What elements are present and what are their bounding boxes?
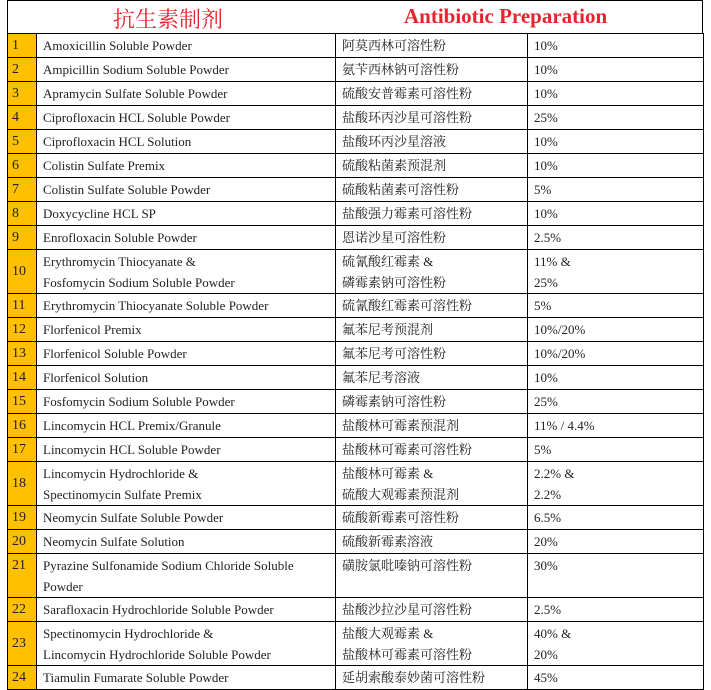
antibiotic-table	[7, 33, 704, 690]
row-number	[8, 202, 37, 226]
concentration-text: 10%	[534, 370, 558, 385]
product-name-en	[37, 366, 336, 390]
product-name-en-text-line2: Spectinomycin Sulfate Premix	[43, 486, 202, 502]
product-name-en	[37, 202, 336, 226]
product-name-cn	[336, 598, 528, 622]
product-name-cn-text-line2: 磷霉素钠可溶性粉	[342, 274, 447, 290]
concentration-text: 10%	[534, 86, 558, 101]
row-number-text: 17	[12, 442, 26, 457]
row-number-text: 14	[12, 370, 26, 385]
concentration	[528, 666, 704, 690]
row-number	[8, 250, 37, 294]
product-name-en-text: Lincomycin HCL Soluble Powder	[43, 442, 221, 457]
concentration-text: 2.2% &	[534, 465, 575, 481]
table-row	[8, 294, 704, 318]
product-name-cn	[336, 294, 528, 318]
product-name-en-text: Amoxicillin Soluble Powder	[43, 38, 192, 53]
concentration-text-line2: 2.2%	[534, 486, 562, 502]
product-name-cn	[336, 106, 528, 130]
product-name-cn-text: 硫氰酸红霉素 &	[342, 253, 434, 269]
row-number-text: 23	[12, 636, 26, 651]
concentration	[528, 154, 704, 178]
row-number	[8, 318, 37, 342]
row-number-text: 20	[12, 534, 26, 549]
product-name-cn	[336, 666, 528, 690]
concentration-text: 10%	[534, 158, 558, 173]
product-name-cn	[336, 438, 528, 462]
product-name-cn-text: 氟苯尼考溶液	[342, 370, 421, 385]
product-name-cn	[336, 622, 528, 666]
table-row	[8, 462, 704, 506]
row-number	[8, 226, 37, 250]
row-number	[8, 58, 37, 82]
product-name-cn-text: 硫酸安普霉素可溶性粉	[342, 86, 473, 101]
product-name-cn-text: 盐酸林可霉素预混剂	[342, 418, 460, 433]
row-number	[8, 34, 37, 58]
concentration-text: 11% / 4.4%	[534, 418, 595, 433]
row-number-text: 22	[12, 602, 26, 617]
concentration	[528, 58, 704, 82]
concentration	[528, 366, 704, 390]
product-name-en	[37, 178, 336, 202]
concentration	[528, 438, 704, 462]
row-number	[8, 178, 37, 202]
product-name-cn-text: 盐酸林可霉素可溶性粉	[342, 442, 473, 457]
concentration-text: 25%	[534, 110, 558, 125]
table-row	[8, 34, 704, 58]
concentration	[528, 506, 704, 530]
row-number-text: 13	[12, 346, 26, 361]
product-name-en	[37, 390, 336, 414]
product-name-cn-text: 硫酸新霉素可溶性粉	[342, 510, 460, 525]
row-number	[8, 342, 37, 366]
concentration-text: 20%	[534, 534, 558, 549]
product-name-en-text: Pyrazine Sulfonamide Sodium Chloride Soluble	[43, 558, 294, 573]
product-name-cn-text: 磷霉素钠可溶性粉	[342, 394, 447, 409]
table-row	[8, 202, 704, 226]
product-name-cn-text-line2: 硫酸大观霉素预混剂	[342, 486, 460, 502]
concentration	[528, 530, 704, 554]
product-name-cn-text: 氟苯尼考可溶性粉	[342, 346, 447, 361]
product-name-en	[37, 82, 336, 106]
row-number-text: 9	[12, 230, 19, 245]
product-name-cn-text: 盐酸沙拉沙星可溶性粉	[342, 602, 473, 617]
concentration-text: 30%	[534, 558, 558, 573]
row-number	[8, 82, 37, 106]
row-number	[8, 666, 37, 690]
table-row	[8, 318, 704, 342]
concentration	[528, 250, 704, 294]
row-number	[8, 438, 37, 462]
product-name-cn-text: 恩诺沙星可溶性粉	[342, 230, 447, 245]
product-name-en-text-line2: Lincomycin Hydrochloride Soluble Powder	[43, 646, 271, 662]
product-name-en-text: Doxycycline HCL SP	[43, 206, 156, 221]
row-number-text: 16	[12, 418, 26, 433]
row-number	[8, 414, 37, 438]
row-number	[8, 390, 37, 414]
row-number-text: 3	[12, 86, 19, 101]
product-name-en-text: Colistin Sulfate Premix	[43, 158, 166, 173]
product-name-en	[37, 622, 336, 666]
product-name-cn-text: 硫酸粘菌素预混剂	[342, 158, 447, 173]
concentration	[528, 106, 704, 130]
table-header	[7, 0, 703, 33]
table-row	[8, 438, 704, 462]
concentration-text: 5%	[534, 298, 552, 313]
row-number-text: 2	[12, 62, 19, 77]
concentration	[528, 554, 704, 598]
product-name-en-text: Neomycin Sulfate Soluble Powder	[43, 510, 224, 525]
product-name-cn	[336, 390, 528, 414]
product-name-en-text: Neomycin Sulfate Solution	[43, 534, 185, 549]
product-name-en	[37, 58, 336, 82]
product-name-cn-text: 氨苄西林钠可溶性粉	[342, 62, 460, 77]
product-name-en	[37, 438, 336, 462]
concentration-text: 6.5%	[534, 510, 562, 525]
concentration-text: 2.5%	[534, 602, 562, 617]
product-name-en-text: Ciprofloxacin HCL Soluble Powder	[43, 110, 230, 125]
product-name-cn	[336, 506, 528, 530]
product-name-en	[37, 130, 336, 154]
concentration	[528, 462, 704, 506]
product-name-en-text-line2: Fosfomycin Sodium Soluble Powder	[43, 274, 235, 290]
row-number-text: 15	[12, 394, 26, 409]
concentration-text: 10%	[534, 62, 558, 77]
row-number-text: 1	[12, 38, 19, 53]
document	[7, 0, 703, 690]
table-row	[8, 390, 704, 414]
product-name-en	[37, 106, 336, 130]
table-row	[8, 226, 704, 250]
concentration	[528, 202, 704, 226]
product-name-en	[37, 226, 336, 250]
product-name-en	[37, 414, 336, 438]
table-row	[8, 130, 704, 154]
product-name-cn	[336, 178, 528, 202]
title-chinese: 抗生素制剂	[113, 7, 224, 32]
row-number	[8, 462, 37, 506]
row-number-text: 18	[12, 476, 26, 491]
row-number	[8, 598, 37, 622]
table-row	[8, 598, 704, 622]
row-number	[8, 530, 37, 554]
table-row	[8, 250, 704, 294]
product-name-en-text-line2: Powder	[43, 579, 83, 594]
concentration-text: 40% &	[534, 625, 572, 641]
table-row	[8, 154, 704, 178]
row-number	[8, 294, 37, 318]
table-row	[8, 622, 704, 666]
product-name-en	[37, 554, 336, 598]
table-row	[8, 106, 704, 130]
concentration	[528, 414, 704, 438]
product-name-cn	[336, 130, 528, 154]
product-name-cn-text: 硫酸粘菌素可溶性粉	[342, 182, 460, 197]
product-name-cn-text: 磺胺氯吡嗪钠可溶性粉	[342, 558, 473, 573]
concentration-text: 5%	[534, 442, 552, 457]
product-name-cn	[336, 226, 528, 250]
product-name-en	[37, 506, 336, 530]
product-name-en	[37, 462, 336, 506]
concentration	[528, 82, 704, 106]
row-number	[8, 554, 37, 598]
product-name-en-text: Ampicillin Sodium Soluble Powder	[43, 62, 229, 77]
concentration	[528, 622, 704, 666]
product-name-cn	[336, 58, 528, 82]
table-row	[8, 58, 704, 82]
concentration-text: 10%	[534, 134, 558, 149]
product-name-cn	[336, 250, 528, 294]
row-number	[8, 366, 37, 390]
product-name-en	[37, 154, 336, 178]
concentration-text: 10%/20%	[534, 346, 586, 361]
product-name-cn-text: 延胡索酸泰妙菌可溶性粉	[342, 670, 486, 685]
row-number-text: 10	[12, 264, 26, 279]
row-number-text: 21	[12, 558, 26, 573]
concentration	[528, 390, 704, 414]
row-number-text: 19	[12, 510, 26, 525]
row-number-text: 11	[12, 298, 26, 313]
product-name-en	[37, 666, 336, 690]
product-name-cn-text: 氟苯尼考预混剂	[342, 322, 434, 337]
concentration	[528, 178, 704, 202]
product-name-en	[37, 530, 336, 554]
concentration-text: 45%	[534, 670, 558, 685]
row-number	[8, 154, 37, 178]
product-name-en-text: Ciprofloxacin HCL Solution	[43, 134, 192, 149]
table-row	[8, 82, 704, 106]
product-name-en	[37, 294, 336, 318]
title-english: Antibiotic Preparation	[404, 4, 608, 28]
product-name-cn	[336, 414, 528, 438]
concentration-text: 10%/20%	[534, 322, 586, 337]
table-row	[8, 554, 704, 598]
concentration	[528, 130, 704, 154]
product-name-cn-text-line2: 盐酸林可霉素可溶性粉	[342, 646, 473, 662]
product-name-en-text: Florfenicol Premix	[43, 322, 142, 337]
row-number	[8, 130, 37, 154]
product-name-en-text: Tiamulin Fumarate Soluble Powder	[43, 670, 229, 685]
table-row	[8, 506, 704, 530]
row-number-text: 5	[12, 134, 19, 149]
product-name-cn	[336, 342, 528, 366]
product-name-cn-text: 盐酸环丙沙星可溶性粉	[342, 110, 473, 125]
product-name-en-text: Fosfomycin Sodium Soluble Powder	[43, 394, 235, 409]
concentration	[528, 342, 704, 366]
product-name-en-text: Colistin Sulfate Soluble Powder	[43, 182, 211, 197]
product-name-cn	[336, 554, 528, 598]
product-name-cn-text: 硫酸新霉素溶液	[342, 534, 434, 549]
row-number	[8, 506, 37, 530]
product-name-cn-text: 盐酸强力霉素可溶性粉	[342, 206, 473, 221]
concentration-text-line2: 25%	[534, 274, 558, 290]
product-name-en-text: Apramycin Sulfate Soluble Powder	[43, 86, 228, 101]
product-name-en	[37, 318, 336, 342]
product-name-en-text: Enrofloxacin Soluble Powder	[43, 230, 197, 245]
row-number-text: 6	[12, 158, 19, 173]
concentration-text: 25%	[534, 394, 558, 409]
product-name-en-text: Sarafloxacin Hydrochloride Soluble Powder	[43, 602, 274, 617]
product-name-cn-text: 盐酸林可霉素 &	[342, 465, 434, 481]
row-number-text: 12	[12, 322, 26, 337]
product-name-en-text: Florfenicol Solution	[43, 370, 149, 385]
concentration-text: 5%	[534, 182, 552, 197]
concentration	[528, 598, 704, 622]
concentration	[528, 294, 704, 318]
table-row	[8, 414, 704, 438]
table-row	[8, 530, 704, 554]
table-row	[8, 178, 704, 202]
product-name-cn-text: 硫氰酸红霉素可溶性粉	[342, 298, 473, 313]
row-number	[8, 106, 37, 130]
concentration	[528, 226, 704, 250]
product-name-cn	[336, 318, 528, 342]
product-name-cn	[336, 530, 528, 554]
product-name-en	[37, 250, 336, 294]
product-name-en-text: Florfenicol Soluble Powder	[43, 346, 187, 361]
table-row	[8, 666, 704, 690]
product-name-en-text: Erythromycin Thiocyanate &	[43, 253, 196, 269]
product-name-en-text: Lincomycin HCL Premix/Granule	[43, 418, 221, 433]
product-name-en	[37, 342, 336, 366]
table-row	[8, 366, 704, 390]
row-number-text: 24	[12, 670, 26, 685]
product-name-en	[37, 34, 336, 58]
row-number-text: 4	[12, 110, 19, 125]
product-name-cn-text: 阿莫西林可溶性粉	[342, 38, 447, 53]
product-name-en-text: Spectinomycin Hydrochloride &	[43, 625, 214, 641]
concentration-text-line2: 20%	[534, 646, 558, 662]
concentration-text: 10%	[534, 38, 558, 53]
product-name-cn-text: 盐酸环丙沙星溶液	[342, 134, 447, 149]
concentration	[528, 318, 704, 342]
product-name-cn	[336, 462, 528, 506]
row-number-text: 8	[12, 206, 19, 221]
product-name-cn	[336, 34, 528, 58]
product-name-en-text: Erythromycin Thiocyanate Soluble Powder	[43, 298, 269, 313]
product-name-cn	[336, 82, 528, 106]
concentration	[528, 34, 704, 58]
product-name-en	[37, 598, 336, 622]
table-row	[8, 342, 704, 366]
product-name-cn	[336, 202, 528, 226]
product-name-cn	[336, 366, 528, 390]
product-name-cn	[336, 154, 528, 178]
concentration-text: 10%	[534, 206, 558, 221]
concentration-text: 2.5%	[534, 230, 562, 245]
row-number-text: 7	[12, 182, 19, 197]
row-number	[8, 622, 37, 666]
product-name-en-text: Lincomycin Hydrochloride &	[43, 465, 199, 481]
concentration-text: 11% &	[534, 253, 571, 269]
product-name-cn-text: 盐酸大观霉素 &	[342, 625, 434, 641]
